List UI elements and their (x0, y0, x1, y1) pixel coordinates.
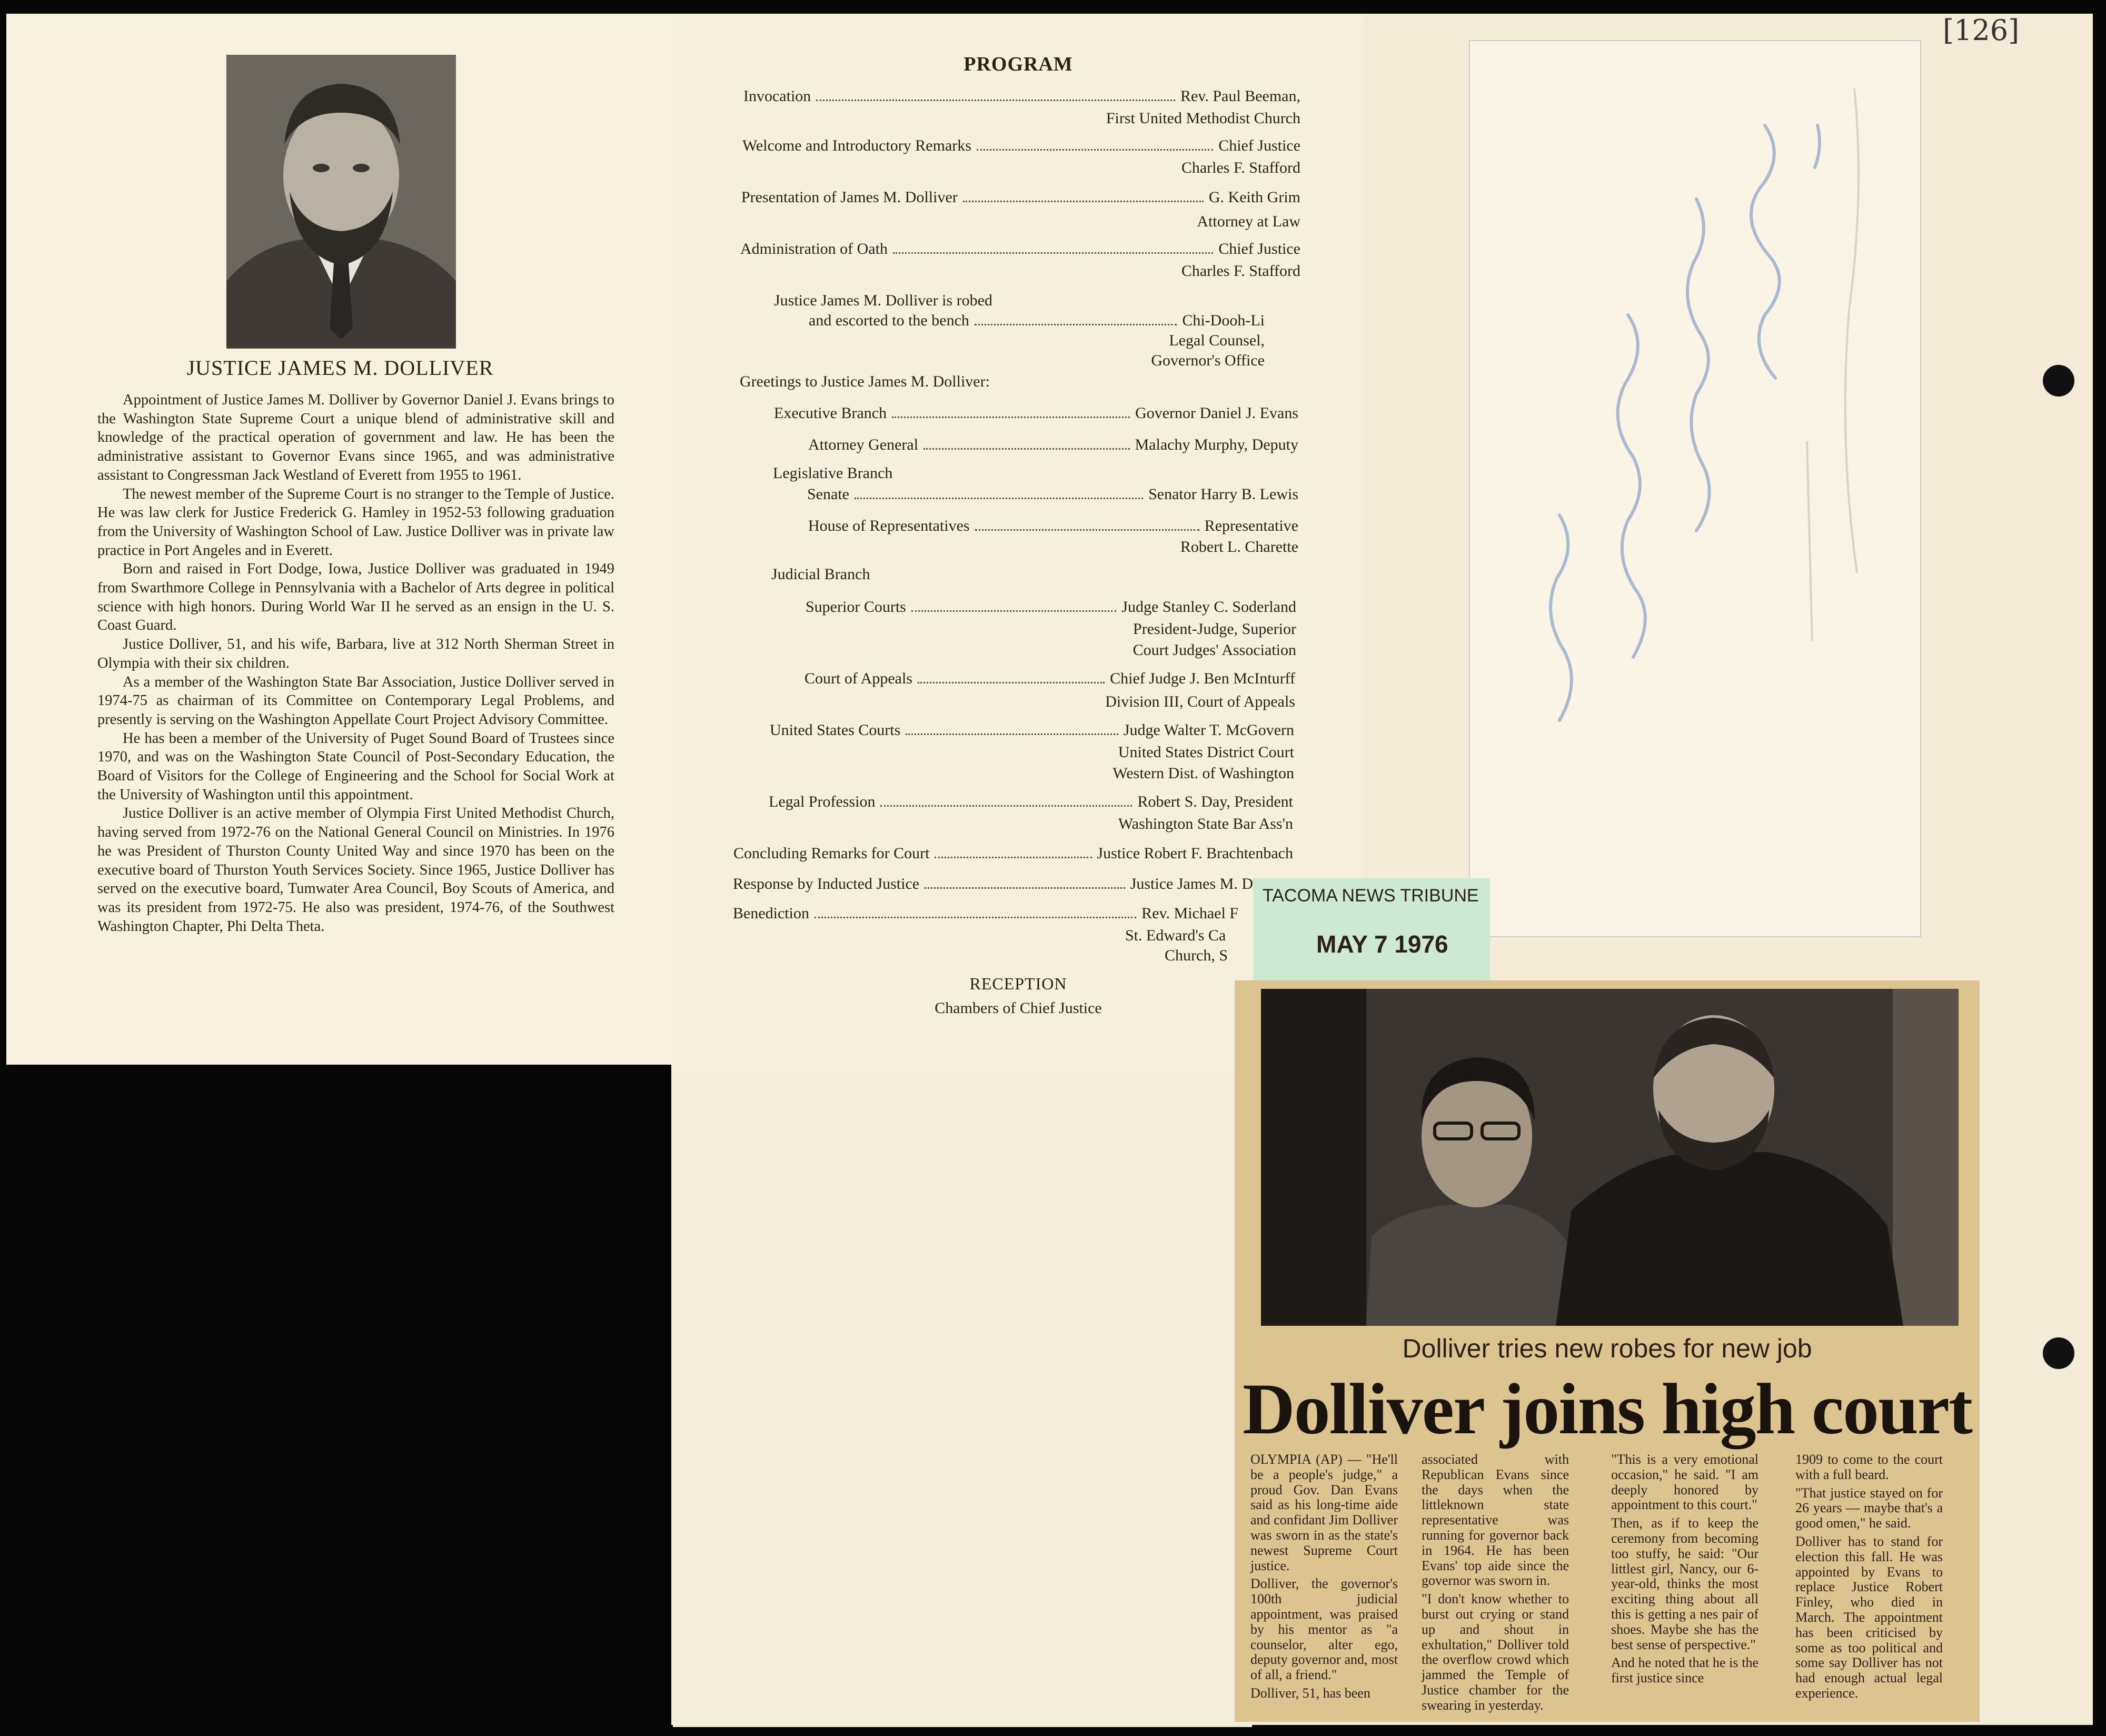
reception-title: RECEPTION (969, 974, 1067, 993)
program-entry-presentation (741, 187, 1300, 207)
article-column (1422, 1452, 1569, 1717)
entry-detail: Church, S (1165, 947, 1228, 964)
entry-detail: Charles F. Stafford (1181, 159, 1300, 176)
entry-speaker: Justice James M. D (1130, 875, 1253, 892)
entry-label: Attorney General (808, 436, 919, 453)
entry-detail: St. Edward's Ca (1125, 927, 1226, 944)
leader-dots (892, 403, 1130, 418)
legislative-heading: Legislative Branch (773, 464, 893, 482)
clipping-photo (1261, 989, 1959, 1326)
blank-leaf (673, 1072, 1252, 1727)
entry-label: Invocation (743, 87, 811, 105)
entry-speaker: Judge Stanley C. Soderland (1121, 598, 1296, 616)
leader-dots (977, 136, 1213, 151)
entry-speaker: Chief Justice (1218, 240, 1300, 257)
entry-speaker: Robert S. Day, President (1137, 793, 1293, 810)
leader-dots (963, 187, 1204, 202)
entry-speaker: Judge Walter T. McGovern (1123, 721, 1294, 739)
leader-dots (935, 844, 1091, 858)
article-paragraph: Then, as if to keep the ceremony from becoming too stuffy, he said: "Our littlest girl, Nancy, our 6-year-old, thinks the most exciting thing about all this is getting a nes pair of shoes. Maybe she has the best sense of perspective." (1611, 1515, 1759, 1652)
punch-hole (2043, 365, 2074, 396)
entry-label: and escorted to the bench (809, 312, 969, 329)
program-entry-executive (774, 403, 1298, 423)
program-entry-concluding (733, 844, 1293, 864)
entry-speaker: Chi-Dooh-Li (1182, 312, 1265, 329)
bio-paragraph: Born and raised in Fort Dodge, Iowa, Justice Dolliver was graduated in 1949 from Swarthmore College in Pennsylvania with a Bachelor of Arts degree in political science with high honors. During World War II he served as an ensign in the U. S. Coast Guard. (97, 561, 614, 634)
clipping-date: MAY 7 1976 (1316, 930, 1448, 958)
article-column (1795, 1452, 1943, 1704)
bio-body (97, 391, 614, 936)
article-paragraph: Dolliver, 51, has been (1250, 1685, 1370, 1701)
entry-speaker: Representative (1204, 517, 1298, 534)
entry-label: Concluding Remarks for Court (733, 845, 930, 862)
entry-label: Administration of Oath (740, 240, 888, 257)
entry-label: Presentation of James M. Dolliver (741, 189, 958, 206)
photo-caption: Dolliver tries new robes for new job (1402, 1334, 1812, 1363)
bio-paragraph: Appointment of Justice James M. Dolliver by Governor Daniel J. Evans brings to the Washington State Supreme Court a unique blend of administrative skill and knowledge of the practical operation of government and law. He has been the administrative assistant to Governor Evans since 1965, and was administrative assistant to Congressman Jack Westland of Everett from 1955 to 1961. (97, 392, 614, 483)
entry-detail: Charles F. Stafford (1181, 262, 1300, 280)
program-entry-invocation (743, 86, 1300, 106)
program-entry-superior (806, 597, 1296, 617)
entry-label: Executive Branch (774, 404, 887, 422)
entry-detail: Legal Counsel, (1169, 332, 1265, 349)
entry-speaker: Justice Robert F. Brachtenbach (1097, 845, 1293, 862)
bio-title: JUSTICE JAMES M. DOLLIVER (186, 356, 494, 380)
program-entry-appeals (804, 669, 1295, 689)
bio-paragraph: Justice Dolliver is an active member of Olympia First United Methodist Church, having served from 1972-76 on the National General Council on Ministries. In 1976 he was President of Thurston County United Way and since 1970 has been on the executive board of Thurston Youth Services Society. Since 1965, Justice Dolliver has served on the executive board, Tumwater Area Council, Boy Scouts of America, and was its president from 1972-75. He also was president, 1974-76, of the Southwest Washington Chapter, Phi Delta Theta. (97, 805, 614, 935)
program-entry-us-courts (770, 720, 1294, 740)
program-entry-oath (740, 239, 1300, 259)
entry-detail: Washington State Bar Ass'n (1118, 815, 1293, 832)
article-paragraph: Dolliver has to stand for election this fall. He was appointed by Evans to replace Justice Robert Finley, who died in March. The appointment has been criticised by some as too political and some say Dolliver has not had enough actual legal experience. (1795, 1533, 1943, 1701)
program-entry-robed (809, 311, 1265, 331)
entry-detail: Robert L. Charette (1180, 538, 1298, 555)
article-column (1250, 1452, 1398, 1704)
program-entry-welcome (742, 136, 1300, 156)
leader-dots (814, 904, 1136, 918)
entry-label: Senate (807, 485, 849, 503)
note-card (1469, 40, 1921, 937)
leader-dots (880, 792, 1132, 807)
entry-speaker: G. Keith Grim (1208, 189, 1300, 206)
entry-speaker: Rev. Paul Beeman, (1180, 87, 1300, 105)
program-entry-response (733, 874, 1253, 894)
program-entry-house (808, 516, 1298, 536)
entry-detail: Western Dist. of Washington (1112, 765, 1294, 782)
leader-dots (906, 720, 1118, 735)
entry-speaker: Chief Justice (1218, 137, 1300, 154)
leader-dots (893, 239, 1213, 254)
entry-label: United States Courts (770, 721, 901, 739)
article-paragraph: "That justice stayed on for 26 years — maybe that's a good omen," he said. (1795, 1485, 1943, 1531)
leader-dots (816, 86, 1175, 101)
entry-speaker: Rev. Michael F (1141, 905, 1238, 922)
entry-detail: Governor's Office (1151, 352, 1265, 369)
entry-speaker: Senator Harry B. Lewis (1148, 485, 1298, 503)
program-title: PROGRAM (963, 53, 1073, 75)
leader-dots (911, 597, 1117, 612)
leader-dots (918, 669, 1105, 683)
judicial-heading: Judicial Branch (771, 566, 870, 583)
entry-detail: President-Judge, Superior (1133, 620, 1296, 638)
article-paragraph: 1909 to come to the court with a full beard. (1795, 1452, 1943, 1482)
entry-label: Response by Inducted Justice (733, 875, 920, 892)
article-paragraph: And he noted that he is the first justice since (1611, 1655, 1759, 1686)
leader-dots (855, 484, 1143, 499)
portrait-photo (226, 55, 456, 349)
entry-detail: Court Judges' Association (1133, 641, 1296, 659)
entry-detail: Division III, Court of Appeals (1105, 693, 1295, 710)
entry-speaker: Chief Judge J. Ben McInturff (1110, 670, 1295, 687)
entry-speaker: Governor Daniel J. Evans (1135, 404, 1298, 422)
bio-paragraph: The newest member of the Supreme Court is no stranger to the Temple of Justice. He was law clerk for Justice Frederick G. Hamley in 1952-53 following graduation from the University of Washington School of Law. Justice Dolliver was in private law practice in Port Angeles and in Everett. (97, 485, 614, 559)
entry-speaker: Malachy Murphy, Deputy (1135, 436, 1298, 453)
leader-dots (975, 311, 1177, 325)
reception-place: Chambers of Chief Justice (935, 999, 1102, 1017)
entry-label: Welcome and Introductory Remarks (742, 137, 971, 154)
program-entry-legal (769, 792, 1293, 812)
leader-dots (925, 874, 1125, 889)
entry-detail: First United Methodist Church (1106, 110, 1300, 127)
entry-label: House of Representatives (808, 517, 970, 534)
article-paragraph: OLYMPIA (AP) — "He'll be a people's judge," a proud Gov. Dan Evans said as his long-time aide and confidant Jim Dolliver was sworn in as the state's newest Supreme Court justice. (1250, 1452, 1398, 1573)
program-entry-benediction (733, 904, 1238, 924)
article-paragraph: Dolliver, the governor's 100th judicial appointment, was praised by his mentor as "a counselor, alter ego, deputy governor and, most of all, a friend." (1250, 1576, 1398, 1683)
entry-label: Legal Profession (769, 793, 876, 810)
newspaper-name: TACOMA NEWS TRIBUNE (1263, 886, 1479, 906)
entry-label: Superior Courts (806, 598, 906, 616)
bio-paragraph: Justice Dolliver, 51, and his wife, Barbara, live at 312 North Sherman Street in Olympia with their six children. (97, 636, 614, 671)
entry-detail: Attorney at Law (1197, 213, 1300, 230)
article-paragraph: associated with Republican Evans since the days when the littleknown state representative was running for governor back in 1964. He has been Evans' top aide since the governor was sworn in. (1422, 1452, 1569, 1589)
entry-label: Court of Appeals (804, 670, 912, 687)
robed-line: Justice James M. Dolliver is robed (774, 292, 992, 309)
article-column (1611, 1452, 1759, 1689)
bio-paragraph: As a member of the Washington State Bar Association, Justice Dolliver served in 1974-75 as chairman of its Committee on Contemporary Legal Problems, and presently is serving on the Washington Appellate Court Project Advisory Committee. (97, 673, 614, 728)
entry-label: Benediction (733, 905, 809, 922)
bio-paragraph: He has been a member of the University of Puget Sound Board of Trustees since 1970, and was on the Washington State Council of Post-Secondary Education, the Board of Visitors for the College of Engineering and the School for Social Work at the University of Washington until this appointment. (97, 730, 614, 803)
headline: Dolliver joins high court (1243, 1368, 1972, 1449)
article-paragraph: "I don't know whether to burst out crying or stand up and shout in exhultation," Dolliver told the overflow crowd which jammed the Temple of Justice chamber for the swearing in yesterday. (1422, 1591, 1569, 1713)
greetings-heading: Greetings to Justice James M. Dolliver: (740, 373, 990, 390)
entry-detail: United States District Court (1118, 743, 1294, 761)
handwriting-strokes (1470, 41, 1920, 936)
page-number: [126] (1943, 14, 2020, 47)
program-entry-attorney-general (808, 435, 1298, 455)
leader-dots (975, 516, 1199, 531)
program-entry-senate (807, 484, 1298, 504)
leader-dots (923, 435, 1129, 450)
punch-hole (2043, 1337, 2074, 1369)
article-paragraph: "This is a very emotional occasion," he said. "I am deeply honored by appointment to this court." (1611, 1452, 1759, 1513)
